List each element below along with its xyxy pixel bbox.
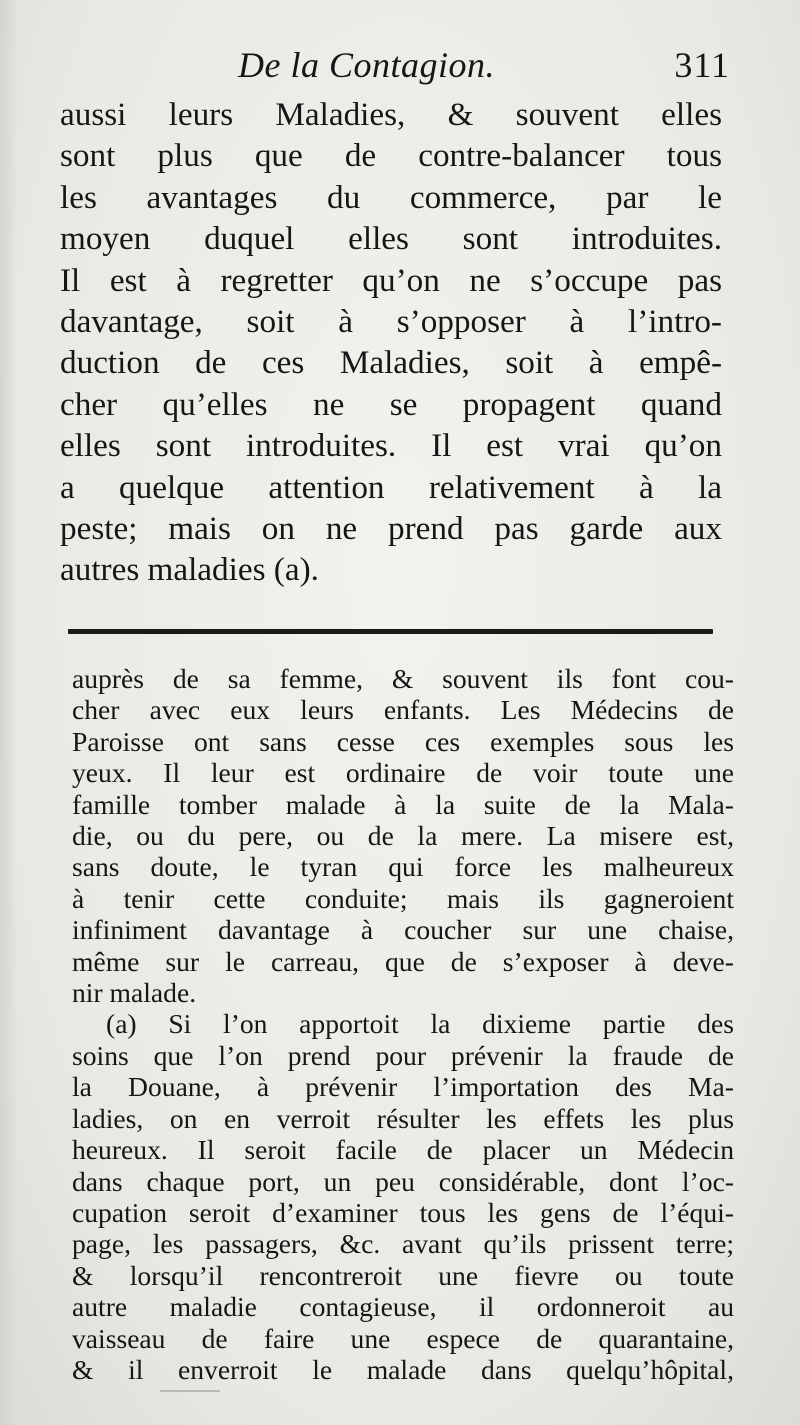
main-text-line: moyen duquel elles sont introduites. bbox=[60, 220, 722, 258]
footnote-line: nir malade. bbox=[72, 977, 197, 1009]
footnote-line: soins que l’on prend pour prévenir la fraude de bbox=[72, 1039, 734, 1071]
main-text-block bbox=[60, 94, 722, 591]
main-text-line: davantage, soit à s’opposer à l’intro- bbox=[60, 303, 722, 341]
footnote-line: page, les passagers, &c. avant qu’ils prissent terre; bbox=[72, 1228, 734, 1260]
footnote-line: Paroisse ont sans cesse ces exemples sous les bbox=[72, 725, 734, 757]
footnote-line: autre maladie contagieuse, il ordonneroit au bbox=[72, 1291, 734, 1323]
footnote-separator-rule bbox=[68, 629, 713, 634]
footnote-line: dans chaque port, un peu considérable, dont l’oc- bbox=[72, 1165, 734, 1197]
footnote-line: même sur le carreau, que de s’exposer à deve- bbox=[72, 945, 734, 977]
main-text-line: duction de ces Maladies, soit à empê- bbox=[60, 344, 722, 382]
main-text-line: elles sont introduites. Il est vrai qu’on bbox=[60, 427, 722, 465]
footnote-line: cupation seroit d’examiner tous les gens de l’équi- bbox=[72, 1196, 734, 1228]
page-number: 311 bbox=[674, 45, 730, 85]
footnote-line: la Douane, à prévenir l’importation des Ma- bbox=[72, 1071, 734, 1103]
main-text-line: les avantages du commerce, par le bbox=[60, 178, 722, 216]
main-text-line: a quelque attention relativement à la bbox=[60, 468, 722, 506]
running-title: De la Contagion. bbox=[238, 45, 495, 85]
running-header bbox=[60, 44, 730, 92]
footnote-line: à tenir cette conduite; mais ils gagneroient bbox=[72, 882, 734, 914]
footnote-line: die, ou du pere, ou de la mere. La misere est, bbox=[72, 820, 734, 852]
print-smudge bbox=[160, 1390, 220, 1392]
main-text-line: autres maladies (a). bbox=[60, 551, 319, 589]
main-text-line: sont plus que de contre-balancer tous bbox=[60, 137, 722, 175]
footnote-line: auprès de sa femme, & souvent ils font cou- bbox=[72, 663, 734, 694]
footnote-line: famille tomber malade à la suite de la Mala- bbox=[72, 788, 734, 820]
footnote-line: (a) Si l’on apportoit la dixieme partie des bbox=[106, 1008, 734, 1040]
footnote-line: & il enverroit le malade dans quelqu’hôpital, bbox=[72, 1353, 734, 1385]
main-text-line: peste; mais on ne prend pas garde aux bbox=[60, 510, 722, 548]
footnote-line: & lorsqu’il rencontreroit une fievre ou toute bbox=[72, 1259, 734, 1291]
footnote-line: sans doute, le tyran qui force les malheureux bbox=[72, 851, 734, 883]
main-text-line: cher qu’elles ne se propagent quand bbox=[60, 385, 722, 423]
page-gutter-shadow bbox=[0, 0, 18, 1425]
footnote-line: infiniment davantage à coucher sur une chaise, bbox=[72, 914, 734, 946]
footnote-line: vaisseau de faire une espece de quarantaine, bbox=[72, 1322, 734, 1354]
footnote-line: heureux. Il seroit facile de placer un Médecin bbox=[72, 1134, 734, 1166]
footnote-line: cher avec eux leurs enfants. Les Médecins de bbox=[72, 694, 734, 726]
main-text-line: aussi leurs Maladies, & souvent elles bbox=[60, 96, 722, 133]
footnote-block bbox=[72, 663, 734, 1385]
footnote-line: ladies, on en verroit résulter les effets les plus bbox=[72, 1102, 734, 1134]
footnote-line: yeux. Il leur est ordinaire de voir toute une bbox=[72, 757, 734, 789]
main-text-line: Il est à regretter qu’on ne s’occupe pas bbox=[60, 261, 722, 299]
